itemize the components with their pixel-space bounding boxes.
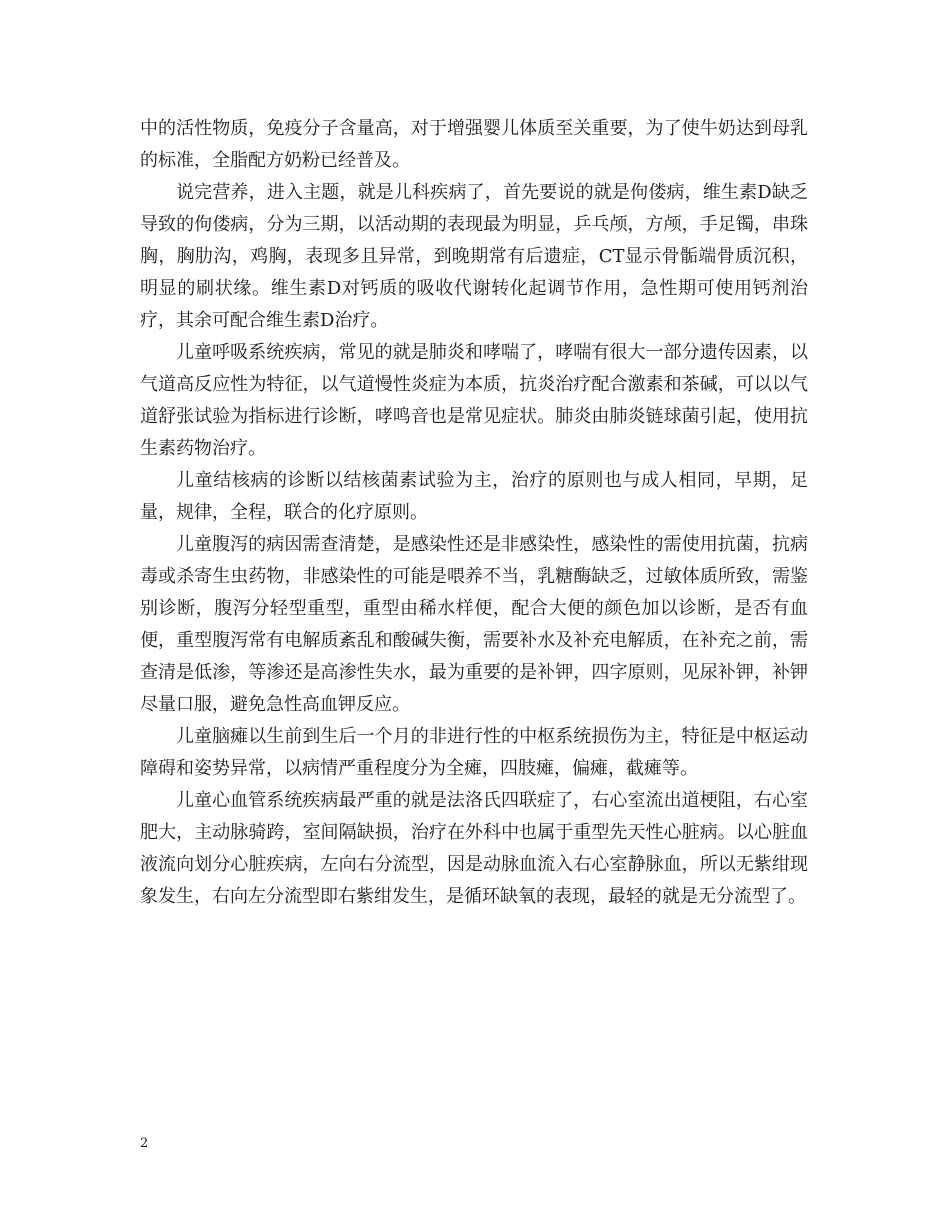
paragraph-continuation: 中的活性物质，免疫分子含量高，对于增强婴儿体质至关重要，为了使牛奶达到母乳的标准，全脂配方奶粉已经普及。 [140,118,808,171]
paragraph-cerebral-palsy: 儿童脑瘫以生前到生后一个月的非进行性的中枢系统损伤为主，特征是中枢运动障碍和姿势异常，以病情严重程度分为全瘫，四肢瘫，偏瘫，截瘫等。 [140,726,808,779]
paragraph-diarrhea: 儿童腹泻的病因需查清楚，是感染性还是非感染性，感染性的需使用抗菌，抗病毒或杀寄生虫药物，非感染性的可能是喂养不当，乳糖酶缺乏，过敏体质所致，需鉴别诊断，腹泻分轻型重型，重型由稀水样便，配合大便的颜色加以诊断，是否有血便，重型腹泻常有电解质紊乱和酸碱失衡，需要补水及补充电解质，在补充之前，需查清是低渗，等渗还是高渗性失水，最为重要的是补钾，四字原则，见尿补钾，补钾尽量口服，避免急性高血钾反应。 [140,534,808,715]
paragraph-cardiovascular: 儿童心血管系统疾病最严重的就是法洛氏四联症了，右心室流出道梗阻，右心室肥大，主动脉骑跨，室间隔缺损，治疗在外科中也属于重型先天性心脏病。以心脏血液流向划分心脏疾病，左向右分流型，因是动脉血流入右心室静脉血，所以无紫绀现象发生，右向左分流型即右紫绀发生，是循环缺氧的表现，最轻的就是无分流型了。 [140,790,808,907]
document-body [140,113,808,913]
paragraph-respiratory: 儿童呼吸系统疾病，常见的就是肺炎和哮喘了，哮喘有很大一部分遗传因素，以气道高反应性为特征，以气道慢性炎症为本质，抗炎治疗配合激素和茶碱，可以以气道舒张试验为指标进行诊断，哮鸣音也是常见症状。肺炎由肺炎链球菌引起，使用抗生素药物治疗。 [140,342,808,459]
page-number: 2 [140,1136,149,1151]
paragraph-rickets: 说完营养，进入主题，就是儿科疾病了，首先要说的就是佝偻病，维生素D缺乏导致的佝偻病，分为三期，以活动期的表现最为明显，乒乓颅，方颅，手足镯，串珠胸，胸肋沟，鸡胸，表现多且异常，到晚期常有后遗症，CT显示骨骺端骨质沉积，明显的刷状缘。维生素D对钙质的吸收代谢转化起调节作用，急性期可使用钙剂治疗，其余可配合维生素D治疗。 [140,182,808,331]
paragraph-tuberculosis: 儿童结核病的诊断以结核菌素试验为主，治疗的原则也与成人相同，早期，足量，规律，全程，联合的化疗原则。 [140,470,808,523]
